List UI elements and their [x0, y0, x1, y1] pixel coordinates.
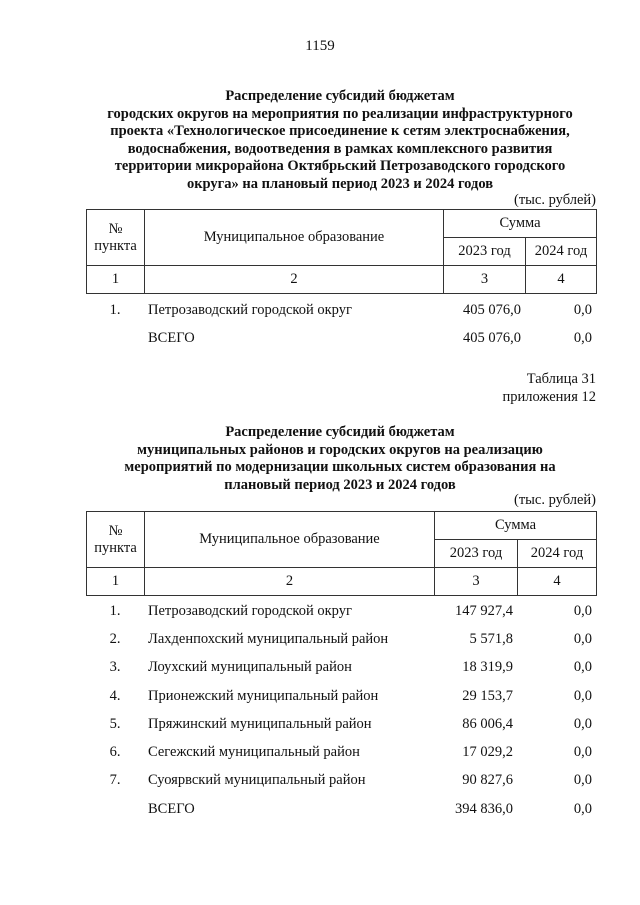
row-value-2023: 405 076,0 — [463, 329, 521, 346]
col-number: 2 — [145, 266, 444, 294]
header-year-2024: 2024 год — [526, 238, 597, 266]
row-value-2024: 0,0 — [573, 744, 592, 761]
header-year-2023: 2023 год — [444, 238, 526, 266]
col-number: 1 — [87, 568, 145, 596]
title-line: Распределение субсидий бюджетам — [225, 88, 455, 104]
row-value-2024: 0,0 — [573, 329, 592, 346]
col-number: 2 — [145, 568, 435, 596]
row-name: Лахденпохский муниципальный район — [148, 630, 389, 647]
caption-line: Таблица 31 — [526, 371, 596, 387]
title-line: мероприятий по модернизации школьных систем образования на — [124, 459, 556, 475]
page-number: 1159 — [305, 38, 335, 54]
header-sum: Сумма — [435, 512, 597, 540]
col-number: 4 — [518, 568, 597, 596]
row-num: 4. — [109, 687, 121, 704]
table-row-total — [86, 795, 596, 823]
header-municipality: Муниципальное образование — [145, 210, 444, 266]
table2-caption — [503, 370, 596, 406]
row-num: 3. — [109, 659, 121, 676]
row-name: Сегежский муниципальный район — [148, 744, 360, 761]
row-value-2023: 86 006,4 — [462, 715, 513, 732]
row-value-2023: 405 076,0 — [463, 301, 521, 318]
row-num: 2. — [109, 630, 121, 647]
row-name: ВСЕГО — [148, 800, 195, 817]
row-num: 1. — [109, 301, 121, 318]
row-value-2023: 147 927,4 — [455, 602, 513, 619]
header-num: № пункта — [87, 210, 145, 266]
row-value-2024: 0,0 — [573, 602, 592, 619]
row-value-2024: 0,0 — [573, 659, 592, 676]
col-number: 1 — [87, 266, 145, 294]
header-year-2023: 2023 год — [435, 540, 518, 568]
title-line: муниципальных районов и городских округов на реализацию — [137, 441, 543, 458]
col-number: 3 — [444, 266, 526, 294]
row-value-2023: 29 153,7 — [462, 687, 513, 704]
row-num: 7. — [109, 772, 121, 789]
row-value-2023: 18 319,9 — [462, 659, 513, 676]
header-municipality: Муниципальное образование — [145, 512, 435, 568]
row-num: 5. — [109, 715, 121, 732]
row-name: Петрозаводский городской округ — [148, 301, 352, 318]
title-line: Распределение субсидий бюджетам — [225, 424, 455, 440]
row-num: 1. — [109, 602, 121, 619]
row-name: Петрозаводский городской округ — [148, 602, 352, 619]
header-num: № пункта — [87, 512, 145, 568]
row-value-2024: 0,0 — [573, 800, 592, 817]
table-row-total — [86, 324, 596, 352]
row-value-2024: 0,0 — [573, 687, 592, 704]
header-year-2024: 2024 год — [518, 540, 597, 568]
row-value-2023: 394 836,0 — [455, 800, 513, 817]
row-num — [86, 795, 144, 823]
row-name: ВСЕГО — [148, 329, 195, 346]
title-line: плановый период 2023 и 2024 годов — [224, 476, 456, 493]
row-value-2023: 17 029,2 — [462, 744, 513, 761]
row-value-2024: 0,0 — [573, 630, 592, 647]
table-row — [86, 710, 596, 738]
table-row — [86, 296, 596, 324]
table-row — [86, 654, 596, 682]
row-name: Пряжинский муниципальный район — [148, 715, 372, 732]
row-num: 6. — [109, 744, 121, 761]
row-value-2024: 0,0 — [573, 772, 592, 789]
table2-header — [86, 511, 597, 596]
table1-title — [60, 88, 620, 193]
title-line: округа» на плановый период 2023 и 2024 годов — [186, 175, 494, 192]
title-line: территории микрорайона Октябрьский Петрозаводского городского — [114, 158, 566, 174]
table2-body — [86, 597, 596, 823]
table-row — [86, 767, 596, 795]
col-number: 4 — [526, 266, 597, 294]
table1-units: (тыс. рублей) — [514, 192, 596, 208]
title-line: проекта «Технологическое присоединение к сетям электроснабжения, — [110, 123, 570, 139]
col-number: 3 — [435, 568, 518, 596]
row-num — [86, 324, 144, 352]
row-value-2023: 90 827,6 — [462, 772, 513, 789]
row-value-2024: 0,0 — [573, 715, 592, 732]
table-row — [86, 738, 596, 766]
table2-units: (тыс. рублей) — [514, 492, 596, 508]
row-name: Лоухский муниципальный район — [148, 659, 352, 676]
table1-header — [86, 209, 597, 294]
title-line: водоснабжения, водоотведения в рамках комплексного развития — [127, 140, 553, 157]
table-row — [86, 625, 596, 653]
row-value-2023: 5 571,8 — [469, 630, 513, 647]
caption-line: приложения 12 — [502, 389, 596, 405]
table1-body — [86, 296, 596, 353]
table-row — [86, 682, 596, 710]
table2-title — [60, 424, 620, 494]
row-name: Прионежский муниципальный район — [148, 687, 379, 704]
row-name: Суоярвский муниципальный район — [148, 772, 366, 789]
header-sum: Сумма — [444, 210, 597, 238]
title-line: городских округов на мероприятия по реализации инфраструктурного — [107, 105, 573, 122]
row-value-2024: 0,0 — [573, 301, 592, 318]
table-row — [86, 597, 596, 625]
